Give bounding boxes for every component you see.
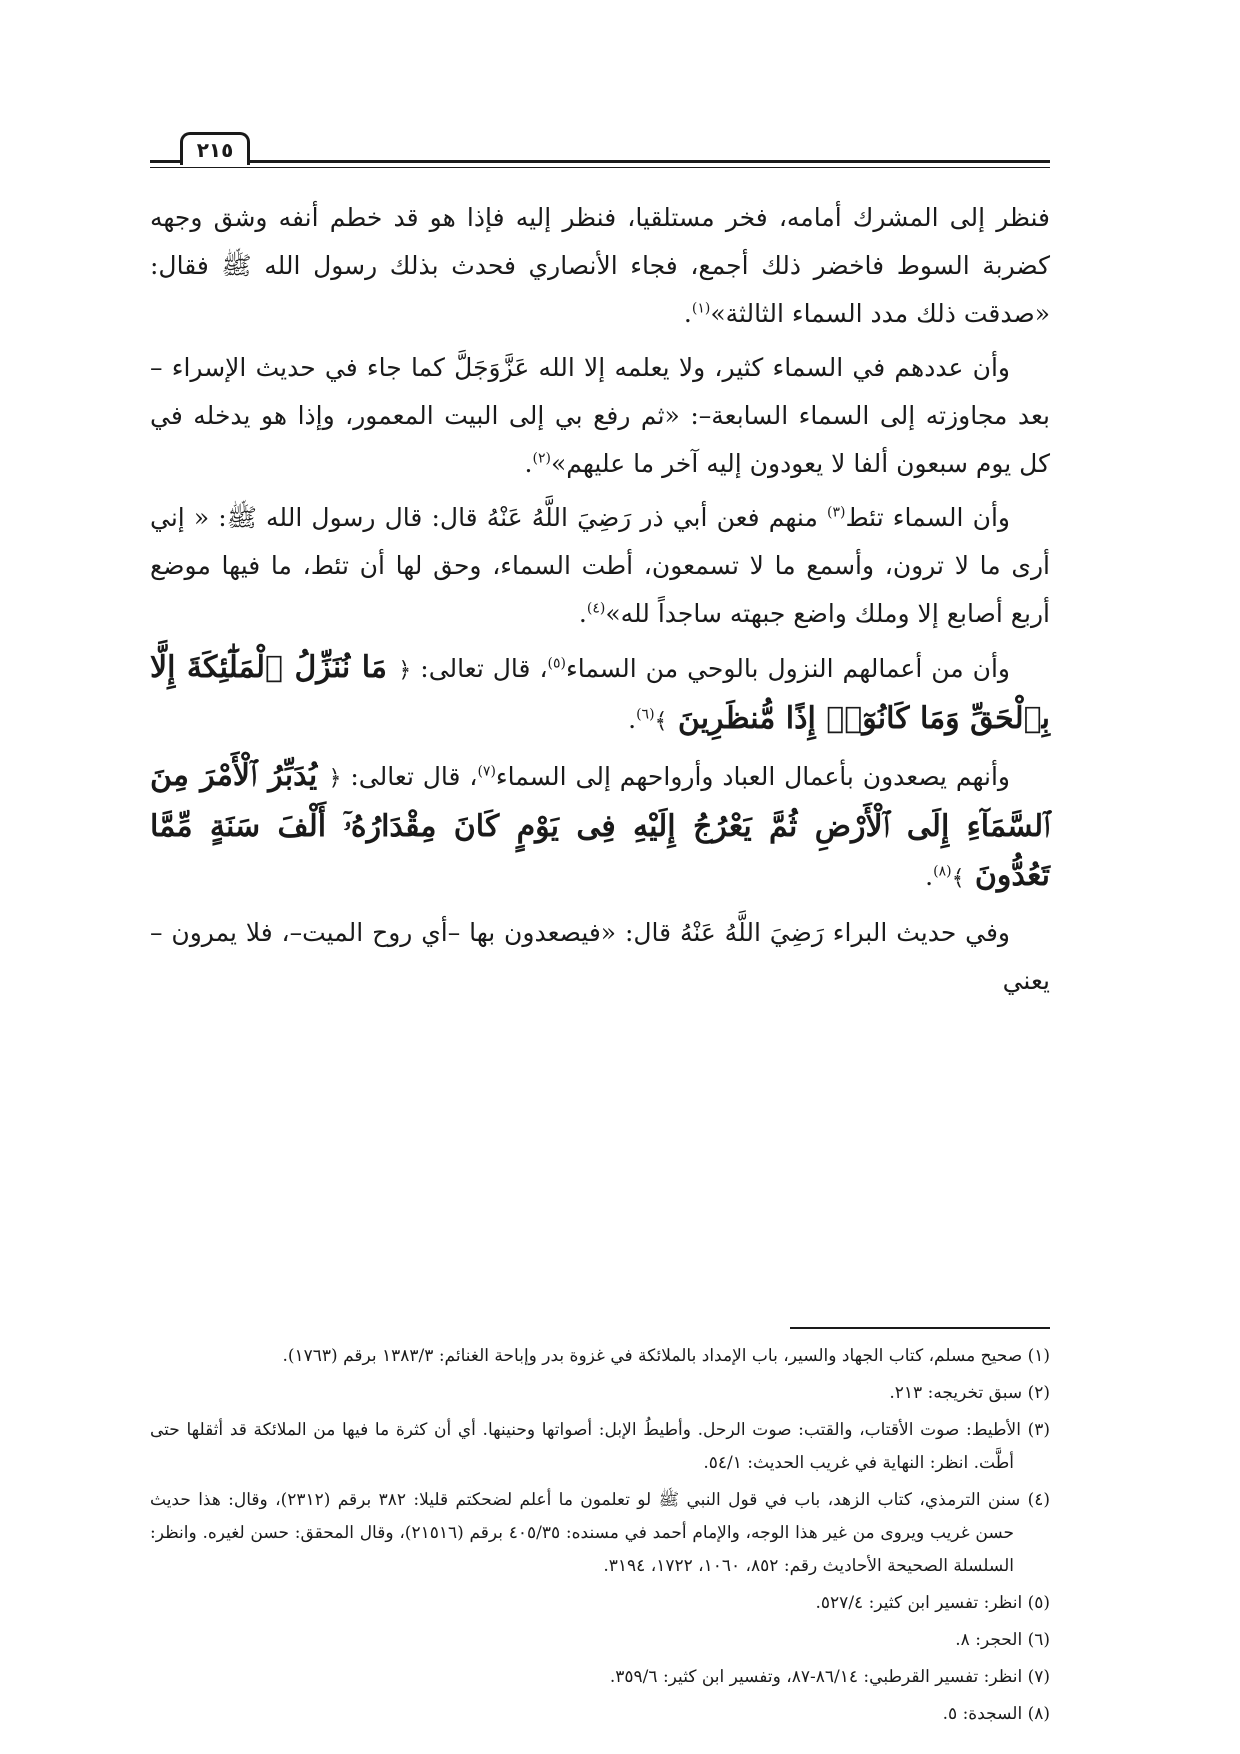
footnote-ref[interactable]: (٦) [636,706,655,723]
footnote-5: (٥) انظر: تفسير ابن كثير: ٥٢٧/٤. [815,1593,1050,1613]
paragraph-2 [150,344,1050,488]
footnote-ref[interactable]: (٥) [547,655,567,672]
footnotes [150,1340,1050,1735]
paragraph-end: . [578,599,587,628]
paragraph-text: ، قال تعالى: [341,762,478,791]
paragraph-text: منهم فعن أبي ذر رَضِيَ اللَّهُ عَنْهُ قال: قال رسول الله ﷺ: « إني أرى ما لا ترون، وأسمع ما لا تسمعون، أطت السماء، وحق لها أن تئط، ما فيها موضع أربع أصابع إلا وملك واضع جبهته ساجداً لله» [150,503,1050,628]
paragraph-end: . [524,449,533,478]
page-number: ٢١٥ [180,132,250,165]
main-text [150,194,1050,1011]
footnote-3: (٣) الأطيط: صوت الأقتاب، والقتب: صوت الرحل. وأطيطُ الإبل: أصواتها وحنينها. أي أن كثرة ما فيها من الملائكة قد أثقلها حتى أطَّت. انظر: النهاية في غريب الحديث: ٥٤/١. [150,1420,1050,1473]
paragraph-text: فنظر إلى المشرك أمامه، فخر مستلقيا، فنظر إليه فإذا هو قد خطم أنفه وشق وجهه كضربة السوط فاخضر ذلك أجمع، فجاء الأنصاري فحدث بذلك رسول الله ﷺ فقال: «صدقت ذلك مدد السماء الثالثة» [150,203,1050,328]
paragraph-end: . [925,862,934,891]
footnote-ref[interactable]: (٣) [826,504,846,521]
footnote-ref[interactable]: (١) [691,300,711,317]
paragraph-end: . [628,705,637,734]
ornate-parenthesis-icon: ﴾ [951,866,965,891]
paragraph-1 [150,194,1050,338]
footnote-7: (٧) انظر: تفسير القرطبي: ٨٦/١٤-٨٧، وتفسير ابن كثير: ٣٥٩/٦. [609,1667,1050,1687]
footnote-ref[interactable]: (٧) [477,763,496,780]
header-rule [150,160,1050,163]
paragraph-text: وفي حديث البراء رَضِيَ اللَّهُ عَنْهُ قال: «فيصعدون بها –أي روح الميت–، فلا يمرون – يعني [150,918,1050,995]
paragraph-3 [150,494,1050,638]
footnote-ref[interactable]: (٤) [586,600,606,617]
quran-verse: مَا نُنَزِّلُ ٱلْمَلَٰٓئِكَةَ إِلَّا بِٱلْحَقِّ وَمَا كَانُوٓا۟ إِذًا مُّنظَرِينَ [150,650,1050,736]
paragraph-4 [150,644,1050,746]
paragraph-end: . [683,299,692,328]
ornate-parenthesis-icon: ﴿ [328,766,342,791]
paragraph-5 [150,752,1050,903]
paragraph-text: وأن السماء تئط [845,503,1010,532]
paragraph-text: وأن عددهم في السماء كثير، ولا يعلمه إلا الله عَزَّوَجَلَّ كما جاء في حديث الإسراء –بعد مجاوزته إلى السماء السابعة–: «ثم رفع بي إلى البيت المعمور، وإذا هو يدخله في كل يوم سبعون ألفا لا يعودون إليه آخر ما عليهم» [150,353,1050,478]
footnote-ref[interactable]: (٨) [933,863,952,880]
ornate-parenthesis-icon: ﴿ [398,658,412,683]
footnote-6: (٦) الحجر: ٨. [955,1630,1050,1650]
footnote-1: (١) صحيح مسلم، كتاب الجهاد والسير، باب الإمداد بالملائكة في غزوة بدر وإباحة الغنائم: ١٣٨٣/٣ برقم (١٧٦٣). [282,1346,1050,1366]
paragraph-text: ، قال تعالى: [411,654,548,683]
footnote-4: (٤) سنن الترمذي، كتاب الزهد، باب في قول النبي ﷺ لو تعلمون ما أعلم لضحكتم قليلا: ٣٨٢ برقم (٢٣١٢)، وقال: هذا حديث حسن غريب ويروى من غير هذا الوجه، والإمام أحمد في مسنده: ٤٠٥/٣٥ برقم (٢١٥١٦)، وقال المحقق: حسن لغيره. وانظر: السلسلة الصحيحة الأحاديث رقم: ٨٥٢، ١٠٦٠، ١٧٢٢، ٣١٩٤. [150,1490,1050,1576]
footnote-ref[interactable]: (٢) [532,450,551,467]
header-rule-thin [150,167,1050,168]
footnote-2: (٢) سبق تخريجه: ٢١٣. [889,1383,1050,1403]
footnote-divider [790,1327,1050,1329]
ornate-parenthesis-icon: ﴾ [654,709,668,734]
paragraph-text: وأن من أعمالهم النزول بالوحي من السماء [566,654,1011,683]
quran-verse: يُدَبِّرُ ٱلْأَمْرَ مِنَ ٱلسَّمَآءِ إِلَى ٱلْأَرْضِ ثُمَّ يَعْرُجُ إِلَيْهِ فِى يَوْمٍ كَانَ مِقْدَارُهُۥٓ أَلْفَ سَنَةٍ مِّمَّا تَعُدُّونَ [150,758,1050,893]
paragraph-6 [150,909,1050,1005]
footnote-8: (٨) السجدة: ٥. [942,1704,1050,1724]
paragraph-text: وأنهم يصعدون بأعمال العباد وأرواحهم إلى السماء [495,762,1011,791]
